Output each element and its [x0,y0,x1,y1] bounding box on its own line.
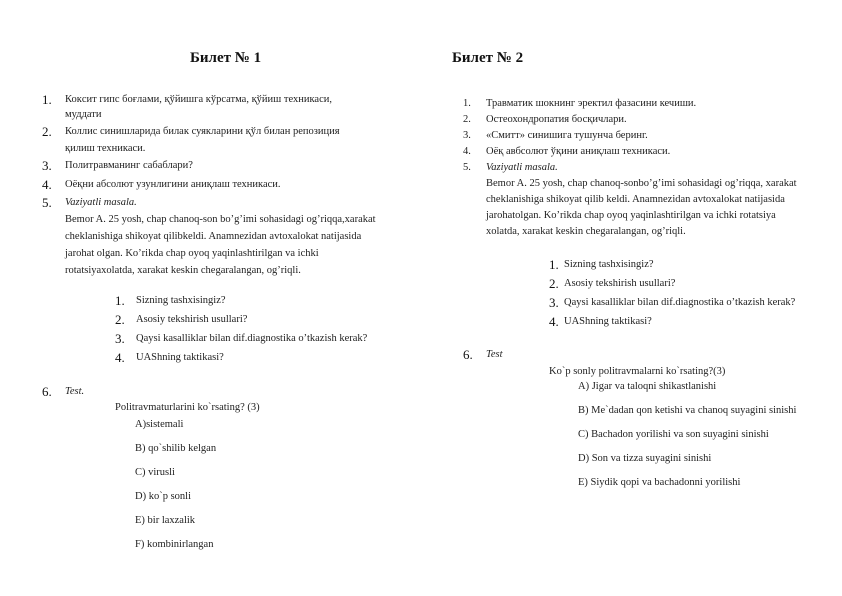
t1-case-line4: rotatsiyaxolatda, xarakat keskin chegaralangan, og’riqli. [65,265,301,276]
t1-sub3-text: Qaysi kasalliklar bilan dif.diagnostika o’tkazish kerak? [136,333,368,344]
t2-case-line2: cheklanishiga shikoyat qilib keldi. Anamnezidan avtoxalokat natijasida [486,194,785,205]
t1-sub1-num: 1. [115,293,125,308]
t1-sub2-text: Asosiy tekshirish usullari? [136,314,248,325]
t1-test-option-f: F) kombinirlangan [135,539,214,550]
t2-test-option-d: D) Son va tizza suyagini sinishi [578,453,712,464]
t2-case-line3: jarohatolgan. Ko’rikda chap oyoq yaqinlashtirilgan va ichki rotatsiya [486,210,776,221]
t1-q4-text: Оёқни абсолют узунлигини аниқлаш техникаси. [65,179,281,190]
t2-q2-num: 2. [463,114,471,125]
t2-q1-text: Травматик шокнинг эректил фазасини кечиши. [486,98,697,109]
t1-q4-num: 4. [42,177,52,192]
t1-q3-num: 3. [42,158,52,173]
t2-test-option-c: C) Bachadon yorilishi va son suyagini sinishi [578,429,769,440]
t2-q3-text: «Смитт» синишига тушунча беринг. [486,130,648,141]
t1-q1-num: 1. [42,92,52,107]
t2-test-option-a: A) Jigar va taloqni shikastlanishi [578,381,717,392]
t1-sub4-num: 4. [115,350,125,365]
t1-q2-line2: қилиш техникаси. [65,143,146,154]
t1-q3-text: Политравманинг сабаблари? [65,160,193,171]
t2-q5-num: 5. [463,162,471,173]
t1-q1-line2: муддати [65,109,102,120]
t1-sub1-text: Sizning tashxisingiz? [136,295,226,306]
t2-sub4-text: UAShning taktikasi? [564,316,652,327]
t1-q5-num: 5. [42,195,52,210]
t1-test-question: Politravmaturlarini ko`rsating? (3) [115,402,260,413]
t2-sub2-num: 2. [549,276,559,291]
t1-test-label: Test. [65,386,85,397]
t2-q1-num: 1. [463,98,471,109]
t1-q2-num: 2. [42,124,52,139]
t1-sub4-text: UAShning taktikasi? [136,352,224,363]
t2-test-num: 6. [463,347,473,362]
t2-sub3-num: 3. [549,295,559,310]
t2-test-label: Test [486,349,503,360]
ticket2-title: Билет № 2 [452,50,524,66]
t1-test-option-a: A)sistemali [135,419,184,430]
t1-case-line3: jarohat olgan. Ko’rikda chap oyoq yaqinlashtirilgan va ichki [65,248,319,259]
t1-sub3-num: 3. [115,331,125,346]
t2-q5-text: Vaziyatli masala. [486,162,558,173]
t2-sub1-text: Sizning tashxisingiz? [564,259,654,270]
t2-case-line4: xolatda, xarakat keskin chegaralangan, og’riqli. [486,226,686,237]
t1-sub2-num: 2. [115,312,125,327]
t1-q5-text: Vaziyatli masala. [65,197,137,208]
t2-case-line1: Bemor A. 25 yosh, chap chanoq-sonbo’g’imi sohasidagi og’riqqa, xarakat [486,178,797,189]
t2-test-question: Ko`p sonly politravmalarni ko`rsating?(3) [549,366,726,377]
t1-test-option-c: C) virusli [135,467,175,478]
t1-test-option-e: E) bir laxzalik [135,515,196,526]
t1-test-option-b: B) qo`shilib kelgan [135,443,217,454]
t1-case-line2: cheklanishiga shikoyat qilibkeldi. Anamnezidan avtoxalokat natijasida [65,231,362,242]
ticket1-title: Билет № 1 [190,50,262,66]
t1-test-option-d: D) ko`p sonli [135,491,191,502]
t2-sub1-num: 1. [549,257,559,272]
t2-q4-text: Оёқ авбсолют ўқини аниқлаш техникаси. [486,146,671,157]
t1-case-line1: Bemor A. 25 yosh, chap chanoq-son bo’g’imi sohasidagi og’riqqa,xarakat [65,214,376,225]
t1-test-num: 6. [42,384,52,399]
t2-test-option-e: E) Siydik qopi va bachadonni yorilishi [578,477,741,488]
t2-q3-num: 3. [463,130,471,141]
t2-sub4-num: 4. [549,314,559,329]
t1-q1-line1: Кокcит гипс боғлами, қўйишга кўрсатма, қўйиш техникаси, [65,94,332,105]
t2-sub3-text: Qaysi kasalliklar bilan dif.diagnostika o’tkazish kerak? [564,297,796,308]
t2-q4-num: 4. [463,146,471,157]
t2-q2-text: Остеохондропатия босқичлари. [486,114,627,125]
t2-test-option-b: B) Me`dadan qon ketishi va chanoq suyagini sinishi [578,405,797,416]
t1-q2-line1: Коллис синишларида билак суякларини қўл билан репозиция [65,126,340,137]
t2-sub2-text: Asosiy tekshirish usullari? [564,278,676,289]
